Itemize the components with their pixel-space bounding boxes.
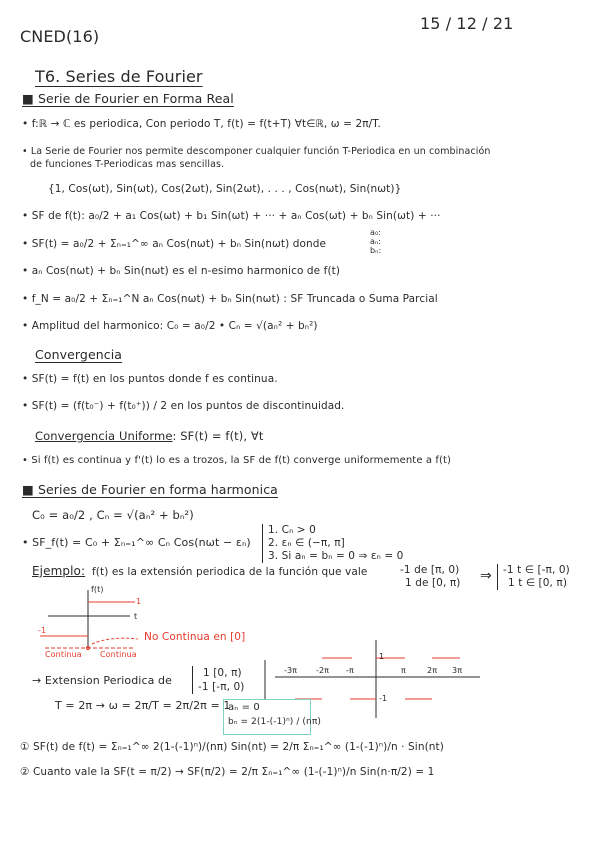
heading-text: Serie de Fourier en Forma Real	[37, 91, 234, 106]
piece: 1 t ∈ [0, π)	[508, 577, 568, 589]
date: 15 / 12 / 21	[420, 14, 514, 33]
piece: -1 [-π, 0)	[198, 681, 245, 693]
tick: -π	[346, 666, 354, 675]
line: • f_N = a₀/2 + Σₙ₌₁^N aₙ Cos(nωt) + bₙ Sin(nωt) : SF Truncada o Suma Parcial	[22, 293, 438, 305]
piece: 1 de [0, π)	[405, 577, 461, 589]
extension-pieces	[192, 666, 244, 694]
condition: 3. Si aₙ = bₙ = 0 ⇒ εₙ = 0	[268, 550, 404, 562]
uniforme-rest: : SF(t) = f(t), ∀t	[172, 429, 264, 443]
an-value: aₙ = 0	[228, 702, 260, 713]
tick: -2π	[316, 666, 330, 675]
bn-value: bₙ = 2(1-(-1)ⁿ) / (nπ)	[228, 717, 321, 727]
basis-set: {1, Cos(ωt), Sin(ωt), Cos(2ωt), Sin(2ωt), . . . , Cos(nωt), Sin(nωt)}	[48, 183, 402, 195]
condition: 1. Cₙ > 0	[268, 524, 316, 536]
course-code: CNED(16)	[20, 27, 100, 46]
plot1-minus-one: -1	[38, 626, 47, 635]
plot2-minus-one: -1	[379, 694, 388, 703]
uniforme-heading: Convergencia Uniforme	[35, 429, 173, 443]
ejemplo-text: f(t) es la extensión periodica de la función que vale	[92, 566, 368, 578]
coef: aₙ:	[370, 237, 382, 246]
plot1-one: 1	[136, 597, 142, 606]
piece: -1 t ∈ [-π, 0)	[503, 564, 570, 576]
coef: bₙ:	[370, 246, 382, 255]
plot1-ylabel: f(t)	[91, 585, 104, 594]
line: • aₙ Cos(nωt) + bₙ Sin(nωt) es el n-esimo harmonico de f(t)	[22, 265, 341, 277]
section-harm-heading: ■ Series de Fourier en forma harmonica	[22, 482, 278, 497]
heading-text: Series de Fourier en forma harmonica	[37, 482, 278, 497]
piece: -1 de [π, 0)	[400, 564, 460, 576]
plot-1	[40, 590, 138, 650]
section-real-heading: ■ Serie de Fourier en Forma Real	[22, 91, 234, 106]
period-line: T = 2π → ω = 2π/T = 2π/2π = 1	[55, 699, 231, 712]
line: • f:ℝ → ℂ es periodica, Con periodo T, f(t) = f(t+T) ∀t∈ℝ, ω = 2π/T.	[22, 118, 381, 130]
piece: 1 [0, π)	[203, 667, 242, 679]
line: • SF(t) = f(t) en los puntos donde f es continua.	[22, 373, 278, 385]
line: • SF(t) = (f(t₀⁻) + f(t₀⁺)) / 2 en los puntos de discontinuidad.	[22, 400, 345, 412]
implies-arrow: ⇒	[480, 568, 492, 584]
sf-harm-line: • SF_f(t) = C₀ + Σₙ₌₁^∞ Cₙ Cos(nωt − εₙ)	[22, 536, 251, 549]
coef-line: C₀ = a₀/2 , Cₙ = √(aₙ² + bₙ²)	[32, 508, 194, 522]
plot1-xlabel: t	[134, 612, 138, 621]
plot1-annotation: No Continua en [0]	[144, 631, 246, 643]
line: • SF de f(t): a₀/2 + a₁ Cos(ωt) + b₁ Sin(ωt) + ··· + aₙ Cos(ωt) + bₙ Sin(ωt) + ···	[22, 210, 441, 222]
extension-label: → Extension Periodica de	[32, 674, 173, 687]
tick: 2π	[427, 666, 438, 675]
coef: a₀:	[370, 228, 382, 237]
plot1-continua-left: Continua	[45, 650, 82, 659]
ejemplo-label: Ejemplo:	[32, 564, 86, 578]
page-title: T6. Series de Fourier	[35, 67, 203, 86]
condition: 2. εₙ ∈ (−π, π]	[268, 537, 345, 549]
convergencia-heading: Convergencia	[35, 347, 123, 362]
question-1: ① SF(t) de f(t) = Σₙ₌₁^∞ 2(1-(-1)ⁿ)/(nπ) Sin(nt) = 2/π Σₙ₌₁^∞ (1-(-1)ⁿ)/n · Sin(nt)	[20, 741, 444, 753]
line: de funciones T-Periodicas mas sencillas.	[30, 159, 225, 170]
coefficients-box	[223, 699, 321, 735]
line: • Si f(t) es continua y f'(t) lo es a trozos, la SF de f(t) converge uniformemente a f(t)	[22, 455, 451, 466]
question-2: ② Cuanto vale la SF(t = π/2) → SF(π/2) = 2/π Σₙ₌₁^∞ (1-(-1)ⁿ)/n Sin(n·π/2) = 1	[20, 766, 435, 778]
tick: π	[401, 666, 406, 675]
annotation-arrow	[92, 638, 138, 644]
line: • SF(t) = a₀/2 + Σₙ₌₁^∞ aₙ Cos(nωt) + bₙ Sin(nωt) donde	[22, 238, 327, 250]
tick: 3π	[452, 666, 463, 675]
plot2-one: 1	[379, 652, 385, 661]
line: • Amplitud del harmonico: C₀ = a₀/2 • Cₙ = √(aₙ² + bₙ²)	[22, 320, 318, 332]
tick: -3π	[284, 666, 298, 675]
line: • La Serie de Fourier nos permite descomponer cualquier función T-Periodica en un combinación	[22, 146, 491, 157]
plot1-continua-right: Continua	[100, 650, 137, 659]
